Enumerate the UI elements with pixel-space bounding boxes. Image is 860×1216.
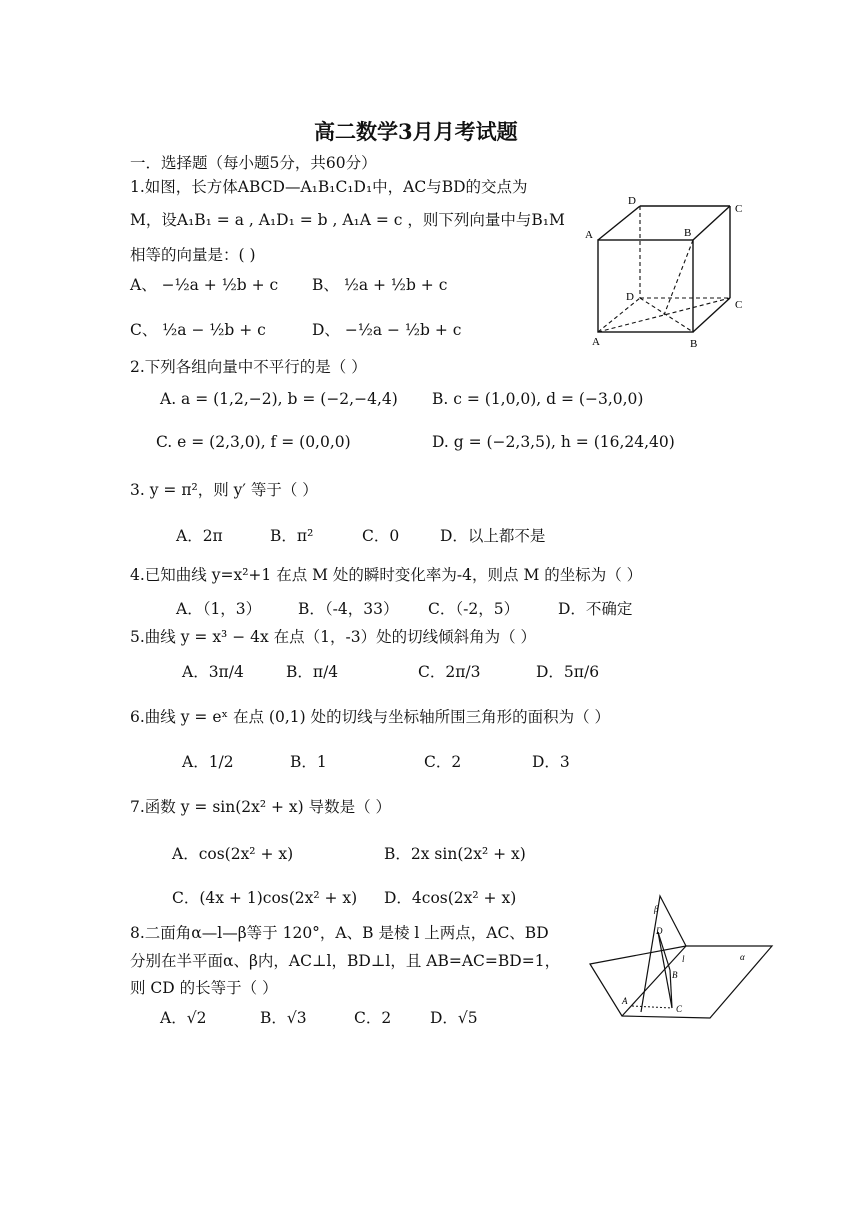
q4-option-b: B．（-4，33） bbox=[298, 600, 399, 618]
q8-line-2: 分别在半平面α、β内，AC⊥l，BD⊥l，且 AB=AC=BD=1， bbox=[130, 952, 561, 970]
q7-option-c: C．(4x + 1)cos(2x² + x) bbox=[172, 889, 358, 907]
q3-stem: 3. y = π²，则 y′ 等于（ ） bbox=[130, 481, 318, 499]
label-b: B bbox=[672, 970, 678, 980]
q3-option-b: B．π² bbox=[270, 527, 314, 545]
q6-option-d: D．3 bbox=[532, 753, 570, 771]
q1-option-c: C、 ½a − ½b + c bbox=[130, 321, 266, 339]
label-d: D bbox=[626, 291, 634, 303]
q3-option-c: C．0 bbox=[362, 527, 400, 545]
label-c: C bbox=[735, 299, 743, 311]
cuboid-figure bbox=[580, 188, 750, 353]
q4-option-c: C．（-2，5） bbox=[428, 600, 520, 618]
label-b: B bbox=[690, 338, 698, 350]
q3-option-a: A．2π bbox=[176, 527, 223, 545]
q8-option-d: D．√5 bbox=[430, 1009, 478, 1027]
label-l: l bbox=[682, 954, 685, 964]
q7-option-a: A．cos(2x² + x) bbox=[172, 845, 294, 863]
q8-option-b: B．√3 bbox=[260, 1009, 307, 1027]
q1-line-3: 相等的向量是：( ) bbox=[130, 246, 256, 264]
q6-option-a: A．1/2 bbox=[182, 753, 234, 771]
label-c1: C bbox=[735, 203, 743, 215]
q7-option-d: D．4cos(2x² + x) bbox=[384, 889, 517, 907]
label-c: C bbox=[676, 1004, 683, 1014]
q7-option-b: B．2x sin(2x² + x) bbox=[384, 845, 526, 863]
q2-option-a: A. a = (1,2,−2), b = (−2,−4,4) bbox=[160, 390, 398, 408]
label-a: A bbox=[622, 996, 628, 1006]
q4-option-a: A．（1，3） bbox=[176, 600, 262, 618]
q2-stem: 2.下列各组向量中不平行的是（ ） bbox=[130, 358, 367, 376]
label-alpha: α bbox=[740, 952, 745, 962]
q1-line-2: M，设A₁B₁ = a , A₁D₁ = b , A₁A = c ，则下列向量中与B₁M bbox=[130, 211, 565, 229]
q6-option-b: B．1 bbox=[290, 753, 327, 771]
q6-option-c: C．2 bbox=[424, 753, 462, 771]
q1-option-b: B、 ½a + ½b + c bbox=[312, 276, 448, 294]
q5-stem: 5.曲线 y = x³ − 4x 在点（1，-3）处的切线倾斜角为（ ） bbox=[130, 628, 537, 646]
q1-option-d: D、 −½a − ½b + c bbox=[312, 321, 462, 339]
q3-option-d: D．以上都不是 bbox=[440, 527, 546, 545]
label-b1: B bbox=[684, 227, 692, 239]
q5-option-a: A．3π/4 bbox=[182, 663, 244, 681]
q4-stem: 4.已知曲线 y=x²+1 在点 M 处的瞬时变化率为-4，则点 M 的坐标为（ ） bbox=[130, 566, 643, 584]
q7-stem: 7.函数 y = sin(2x² + x) 导数是（ ） bbox=[130, 798, 392, 816]
q1-option-a: A、 −½a + ½b + c bbox=[130, 276, 279, 294]
q8-option-a: A．√2 bbox=[160, 1009, 207, 1027]
label-d1: D bbox=[628, 195, 636, 207]
q2-option-b: B. c = (1,0,0), d = (−3,0,0) bbox=[432, 390, 644, 408]
q2-option-d: D. g = (−2,3,5), h = (16,24,40) bbox=[432, 433, 675, 451]
page-title: 高二数学3月月考试题 bbox=[314, 119, 518, 144]
q5-option-c: C．2π/3 bbox=[418, 663, 481, 681]
q4-option-d: D．不确定 bbox=[558, 600, 633, 618]
q8-line-3: 则 CD 的长等于（ ） bbox=[130, 979, 278, 997]
dihedral-angle-figure bbox=[586, 892, 778, 1022]
q8-option-c: C．2 bbox=[354, 1009, 392, 1027]
label-beta: β bbox=[654, 904, 659, 914]
q1-line-1: 1.如图，长方体ABCD—A₁B₁C₁D₁中，AC与BD的交点为 bbox=[130, 178, 528, 196]
section-heading: 一．选择题（每小题5分，共60分） bbox=[130, 154, 377, 172]
q2-option-c: C. e = (2,3,0), f = (0,0,0) bbox=[156, 433, 351, 451]
label-a: A bbox=[592, 336, 600, 348]
label-d: D bbox=[656, 926, 663, 936]
q5-option-d: D．5π/6 bbox=[536, 663, 600, 681]
q5-option-b: B．π/4 bbox=[286, 663, 339, 681]
q8-line-1: 8.二面角α—l—β等于 120°，A、B 是棱 l 上两点，AC、BD bbox=[130, 924, 549, 942]
q6-stem: 6.曲线 y = eˣ 在点 (0,1) 处的切线与坐标轴所围三角形的面积为（ ） bbox=[130, 708, 611, 726]
label-a1: A bbox=[585, 229, 593, 241]
